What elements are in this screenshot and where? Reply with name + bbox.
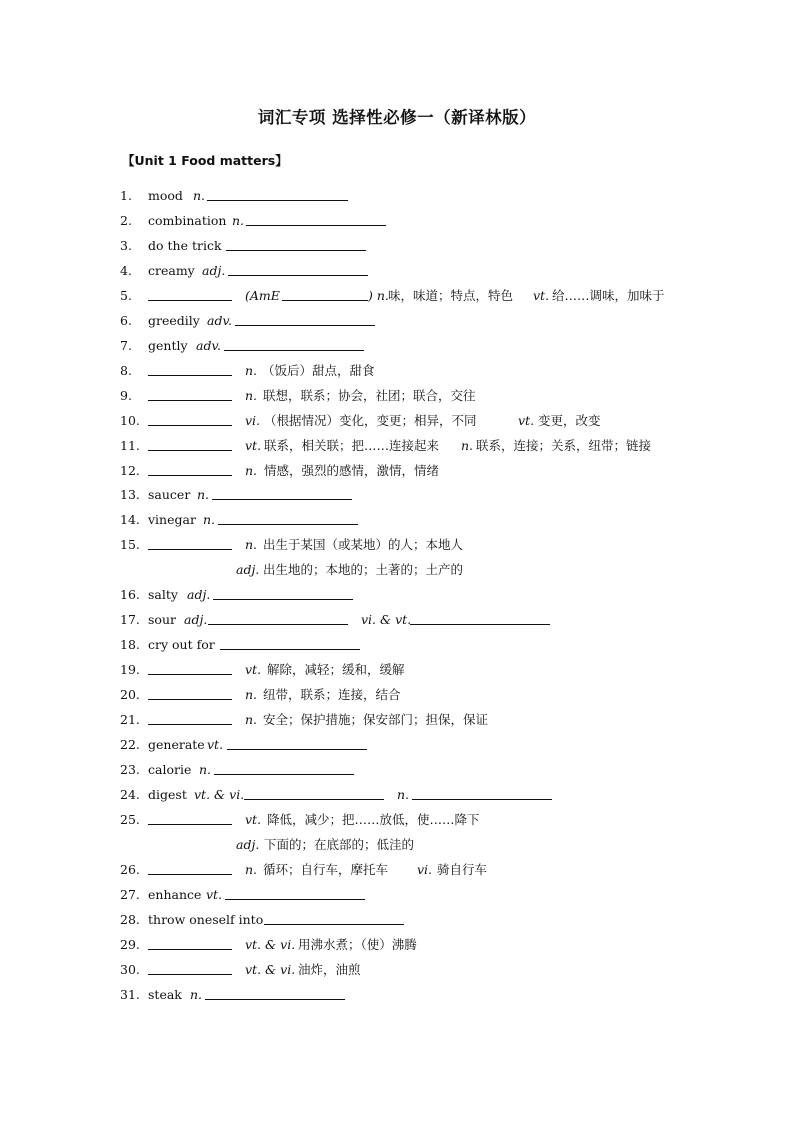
item-definition-2: 骑自行车 [437, 862, 488, 877]
answer-blank[interactable] [148, 436, 232, 451]
item-word: saucer [148, 487, 191, 502]
item-number: 15. [120, 537, 140, 552]
item-word: combination [148, 213, 227, 228]
item-number: 25. [120, 812, 140, 827]
item-pos: n. [190, 987, 203, 1002]
item-word: vinegar [148, 512, 196, 527]
answer-blank[interactable] [148, 685, 232, 700]
item-number: 23. [120, 762, 140, 777]
list-item [0, 411, 794, 431]
list-item [0, 361, 794, 381]
item-number: 1. [120, 188, 132, 203]
item-word: mood [148, 188, 183, 203]
item-pos: n. [199, 762, 212, 777]
list-item [0, 810, 794, 830]
answer-blank[interactable] [244, 785, 384, 800]
answer-blank[interactable] [224, 336, 364, 351]
item-definition: 油炸，油煎 [298, 962, 361, 977]
list-item [0, 785, 794, 805]
item-pos-2: n. [461, 438, 474, 453]
item-word: steak [148, 987, 182, 1002]
list-item [0, 311, 794, 331]
list-item [0, 236, 794, 256]
item-word: greedily [148, 313, 200, 328]
item-word: sour [148, 612, 176, 627]
item-pos: n. [203, 512, 216, 527]
list-item [0, 336, 794, 356]
item-pos-2: vt. [533, 288, 550, 303]
answer-blank-2[interactable] [410, 610, 550, 625]
list-item [0, 186, 794, 206]
item-definition: 解除，减轻；缓和，缓解 [267, 662, 405, 677]
item-pos: adj. [202, 263, 226, 278]
item-number: 27. [120, 887, 140, 902]
item-word: throw oneself into [148, 912, 264, 927]
item-pos: n. [245, 712, 258, 727]
item-definition: 降低，减少；把……放低，使……降下 [267, 812, 480, 827]
item-pos-2: adj. [236, 562, 260, 577]
item-definition-2: 下面的；在底部的；低洼的 [264, 837, 415, 852]
item-pos: (AmE [245, 288, 280, 303]
answer-blank[interactable] [214, 760, 354, 775]
item-number: 19. [120, 662, 140, 677]
item-pos: adv. [207, 313, 233, 328]
item-number: 16. [120, 587, 140, 602]
list-item [0, 635, 794, 655]
list-item [0, 211, 794, 231]
item-number: 14. [120, 512, 140, 527]
item-word: calorie [148, 762, 192, 777]
item-number: 28. [120, 912, 140, 927]
list-item [0, 935, 794, 955]
item-pos-2: n. [397, 787, 410, 802]
item-definition: （根据情况）变化，变更；相异，不同 [264, 413, 477, 428]
answer-blank[interactable] [228, 261, 368, 276]
item-pos: adv. [196, 338, 222, 353]
item-pos: n. [232, 213, 245, 228]
item-definition: 纽带，联系；连接，结合 [263, 687, 401, 702]
item-pos-2: vi. & vt. [361, 612, 412, 627]
item-number: 2. [120, 213, 132, 228]
item-pos-2: adj. [236, 837, 260, 852]
list-item [0, 710, 794, 730]
list-item [0, 535, 794, 555]
item-definition-2: 变更，改变 [538, 413, 601, 428]
list-item [0, 585, 794, 605]
list-item [0, 960, 794, 980]
answer-blank-ame[interactable] [282, 286, 368, 301]
answer-blank[interactable] [246, 211, 386, 226]
list-item [0, 286, 794, 306]
answer-blank[interactable] [208, 610, 348, 625]
item-definition-2: 给……调味，加味于 [552, 288, 665, 303]
list-item [0, 386, 794, 406]
answer-blank[interactable] [207, 186, 348, 201]
item-number: 12. [120, 463, 140, 478]
answer-blank[interactable] [148, 361, 232, 376]
list-item [0, 985, 794, 1005]
answer-blank[interactable] [226, 236, 366, 251]
item-definition: 出生于某国（或某地）的人；本地人 [263, 537, 464, 552]
item-pos-2: vi. [417, 862, 433, 877]
item-pos: adj. [187, 587, 211, 602]
item-number: 13. [120, 487, 140, 502]
item-definition: 情感，强烈的感情，激情，情绪 [264, 463, 440, 478]
item-pos: vt. [245, 438, 262, 453]
item-word: gently [148, 338, 188, 353]
answer-blank[interactable] [212, 485, 352, 500]
list-item [0, 735, 794, 755]
item-definition-2: 联系，连接；关系，纽带；链接 [476, 438, 652, 453]
item-definition: 联系，相关联；把……连接起来 [264, 438, 440, 453]
item-pos: adj. [184, 612, 208, 627]
item-number: 22. [120, 737, 140, 752]
item-pos: n. [245, 862, 258, 877]
list-item [0, 910, 794, 930]
item-number: 6. [120, 313, 132, 328]
answer-blank[interactable] [264, 910, 404, 925]
item-pos: ) n. [368, 288, 389, 303]
item-definition: 联想，联系；协会，社团；联合，交往 [263, 388, 476, 403]
answer-blank[interactable] [148, 660, 232, 675]
item-number: 24. [120, 787, 140, 802]
item-word: do the trick [148, 238, 222, 253]
item-definition: （饭后）甜点，甜食 [262, 363, 375, 378]
document-title: 词汇专项 选择性必修一（新译林版） [257, 108, 537, 127]
item-pos: n. [245, 463, 258, 478]
list-item [0, 860, 794, 880]
item-pos: vt. [207, 737, 224, 752]
item-number: 26. [120, 862, 140, 877]
list-item [0, 436, 794, 456]
answer-blank[interactable] [148, 411, 232, 426]
item-word: creamy [148, 263, 195, 278]
answer-blank[interactable] [218, 510, 358, 525]
item-definition: 循环；自行车，摩托车 [263, 862, 389, 877]
item-number: 11. [120, 438, 140, 453]
item-definition: 味，味道；特点，特色 [388, 288, 514, 303]
item-pos: vt. [206, 887, 223, 902]
item-number: 4. [120, 263, 132, 278]
item-pos: n. [197, 487, 210, 502]
answer-blank-2[interactable] [412, 785, 552, 800]
answer-blank[interactable] [148, 710, 232, 725]
list-item [0, 261, 794, 281]
item-number: 3. [120, 238, 132, 253]
list-item [0, 610, 794, 630]
answer-blank[interactable] [225, 885, 365, 900]
item-word: enhance [148, 887, 202, 902]
answer-blank[interactable] [148, 935, 232, 950]
item-pos: n. [193, 188, 206, 203]
item-number: 10. [120, 413, 140, 428]
list-item-continuation [0, 560, 794, 580]
item-pos: vi. [245, 413, 261, 428]
item-pos: n. [245, 537, 258, 552]
item-number: 5. [120, 288, 132, 303]
answer-blank[interactable] [220, 635, 360, 650]
item-pos-2: vt. [518, 413, 535, 428]
list-item [0, 885, 794, 905]
item-number: 30. [120, 962, 140, 977]
item-definition-2: 出生地的；本地的；土著的；土产的 [263, 562, 464, 577]
answer-blank[interactable] [205, 985, 345, 1000]
list-item [0, 510, 794, 530]
list-item [0, 461, 794, 481]
answer-blank[interactable] [148, 286, 232, 301]
item-pos: n. [245, 388, 258, 403]
item-number: 18. [120, 637, 140, 652]
item-pos: vt. [245, 662, 262, 677]
item-definition: 安全；保护措施；保安部门；担保，保证 [263, 712, 489, 727]
list-item [0, 485, 794, 505]
answer-blank[interactable] [213, 585, 353, 600]
answer-blank[interactable] [148, 386, 232, 401]
item-pos: vt. & vi. [194, 787, 245, 802]
item-number: 8. [120, 363, 132, 378]
item-word: generate [148, 737, 205, 752]
item-pos: vt. & vi. [245, 937, 296, 952]
answer-blank[interactable] [148, 461, 232, 476]
answer-blank[interactable] [148, 960, 232, 975]
item-pos: n. [245, 687, 258, 702]
answer-blank[interactable] [148, 810, 232, 825]
item-number: 31. [120, 987, 140, 1002]
item-word: salty [148, 587, 178, 602]
item-number: 9. [120, 388, 132, 403]
item-number: 20. [120, 687, 140, 702]
list-item [0, 660, 794, 680]
item-word: cry out for [148, 637, 215, 652]
answer-blank[interactable] [227, 735, 367, 750]
item-pos: n. [245, 363, 258, 378]
list-item-continuation [0, 835, 794, 855]
list-item [0, 760, 794, 780]
item-number: 7. [120, 338, 132, 353]
list-item [0, 685, 794, 705]
item-definition: 用沸水煮；（使）沸腾 [298, 937, 417, 952]
item-number: 29. [120, 937, 140, 952]
answer-blank[interactable] [235, 311, 375, 326]
item-pos: vt. & vi. [245, 962, 296, 977]
unit-heading: 【Unit 1 Food matters】 [122, 153, 288, 168]
answer-blank[interactable] [148, 860, 232, 875]
item-number: 17. [120, 612, 140, 627]
item-pos: vt. [245, 812, 262, 827]
item-number: 21. [120, 712, 140, 727]
item-word: digest [148, 787, 187, 802]
answer-blank[interactable] [148, 535, 232, 550]
